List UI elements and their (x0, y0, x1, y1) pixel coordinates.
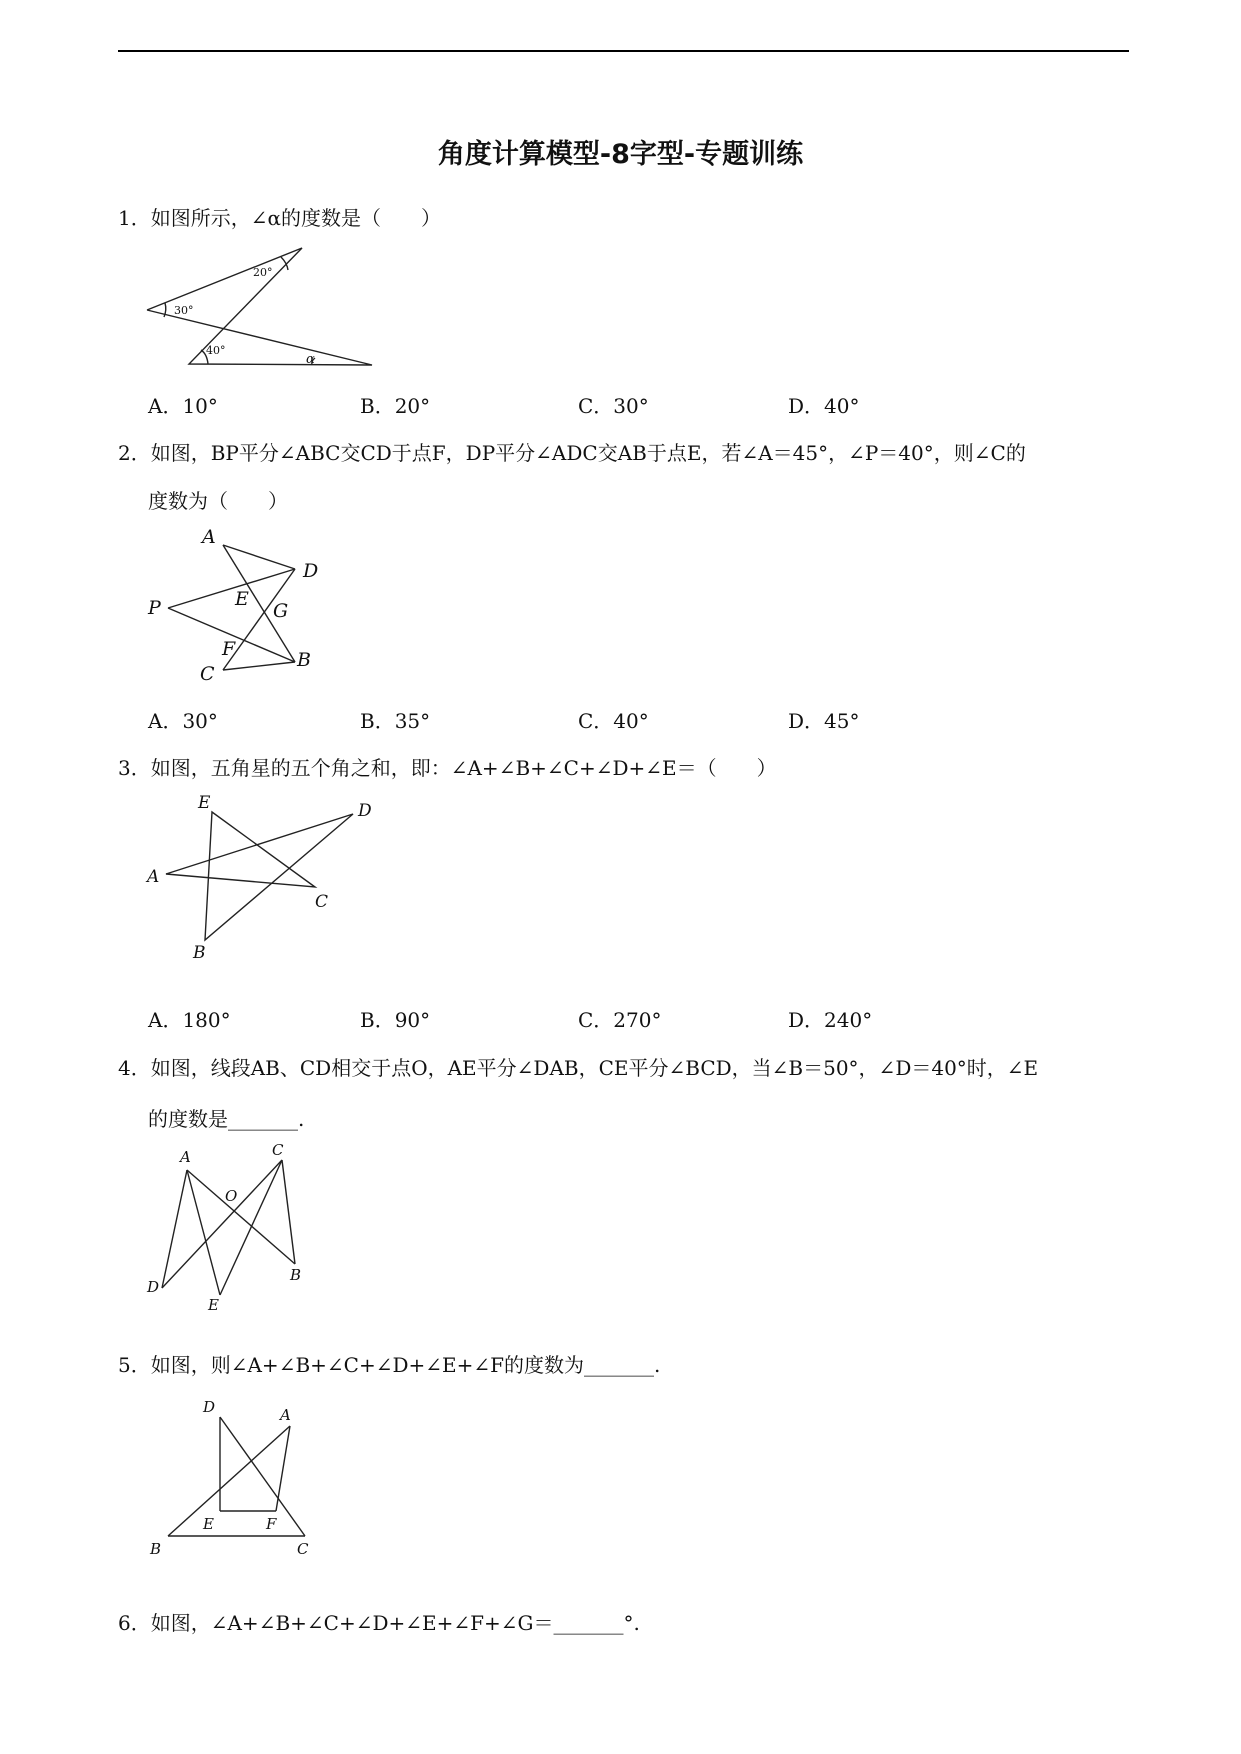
label-20deg: 20° (253, 266, 273, 279)
question-text: 如图，BP平分∠ABC交CD于点F，DP平分∠ADC交AB于点E，若∠A＝45°，∠P＝40°，则∠C的 (150, 441, 1026, 465)
option-a[interactable]: A．180° (148, 1008, 231, 1032)
figure-3 (140, 790, 380, 960)
label-C: C (297, 1540, 309, 1558)
label-O: O (225, 1187, 238, 1205)
question-number: 4． (118, 1056, 151, 1080)
label-B: B (150, 1540, 162, 1558)
question-4-continued: 的度数是_______. (148, 1107, 305, 1131)
label-40deg: 40° (206, 344, 226, 357)
figure-4 (140, 1140, 320, 1315)
label-G: G (273, 600, 289, 622)
question-number: 5． (118, 1353, 151, 1377)
label-F: F (222, 638, 236, 660)
question-3 (118, 755, 1128, 781)
question-2-continued: 度数为（ ） (148, 489, 288, 513)
label-B: B (290, 1266, 302, 1284)
option-d[interactable]: D．40° (788, 394, 860, 418)
label-D: D (203, 1398, 216, 1416)
question-5 (118, 1352, 1128, 1378)
label-A: A (180, 1148, 191, 1166)
question-number: 2． (118, 441, 151, 465)
question-4 (118, 1055, 1128, 1081)
label-D: D (147, 1278, 160, 1296)
label-C: C (315, 892, 329, 912)
label-B: B (193, 943, 206, 960)
label-P: P (148, 597, 161, 619)
option-d[interactable]: D．45° (788, 709, 860, 733)
label-A: A (147, 867, 160, 887)
header-rule (118, 50, 1129, 52)
question-number: 6． (118, 1611, 151, 1635)
question-1 (118, 205, 1128, 231)
question-2 (118, 440, 1128, 466)
option-a[interactable]: A．10° (148, 394, 218, 418)
question-text: 如图，∠A+∠B+∠C+∠D+∠E+∠F+∠G＝_______°. (150, 1611, 640, 1635)
option-b[interactable]: B．35° (360, 709, 431, 733)
figure-1 (140, 240, 380, 370)
question-text: 如图，则∠A+∠B+∠C+∠D+∠E+∠F的度数为_______. (150, 1353, 661, 1377)
page-title: 角度计算模型-8字型-专题训练 (437, 139, 804, 170)
question-text: 如图，五角星的五个角之和，即：∠A+∠B+∠C+∠D+∠E＝（ ） (150, 756, 777, 780)
label-C: C (272, 1141, 284, 1159)
label-F: F (266, 1515, 277, 1533)
label-B: B (297, 649, 311, 671)
label-D: D (358, 801, 372, 821)
label-E: E (235, 588, 249, 610)
option-a[interactable]: A．30° (148, 709, 218, 733)
label-E: E (208, 1296, 219, 1314)
option-b[interactable]: B．20° (360, 394, 431, 418)
option-c[interactable]: C．30° (578, 394, 649, 418)
label-C: C (200, 663, 215, 685)
option-b[interactable]: B．90° (360, 1008, 431, 1032)
figure-5 (140, 1390, 330, 1560)
label-E: E (198, 793, 211, 813)
label-E: E (203, 1515, 214, 1533)
question-text: 如图所示，∠α的度数是（ ） (150, 206, 441, 230)
option-c[interactable]: C．270° (578, 1008, 662, 1032)
label-alpha: α (306, 352, 315, 367)
question-text: 如图，线段AB、CD相交于点O，AE平分∠DAB，CE平分∠BCD，当∠B＝50°，∠D＝40°时，∠E (150, 1056, 1039, 1080)
label-A: A (202, 526, 216, 548)
label-30deg: 30° (174, 304, 194, 317)
option-c[interactable]: C．40° (578, 709, 649, 733)
question-6 (118, 1610, 1128, 1636)
question-number: 1． (118, 206, 151, 230)
label-D: D (303, 560, 319, 582)
question-number: 3． (118, 756, 151, 780)
figure-2 (140, 520, 340, 690)
option-d[interactable]: D．240° (788, 1008, 873, 1032)
label-A: A (280, 1406, 291, 1424)
